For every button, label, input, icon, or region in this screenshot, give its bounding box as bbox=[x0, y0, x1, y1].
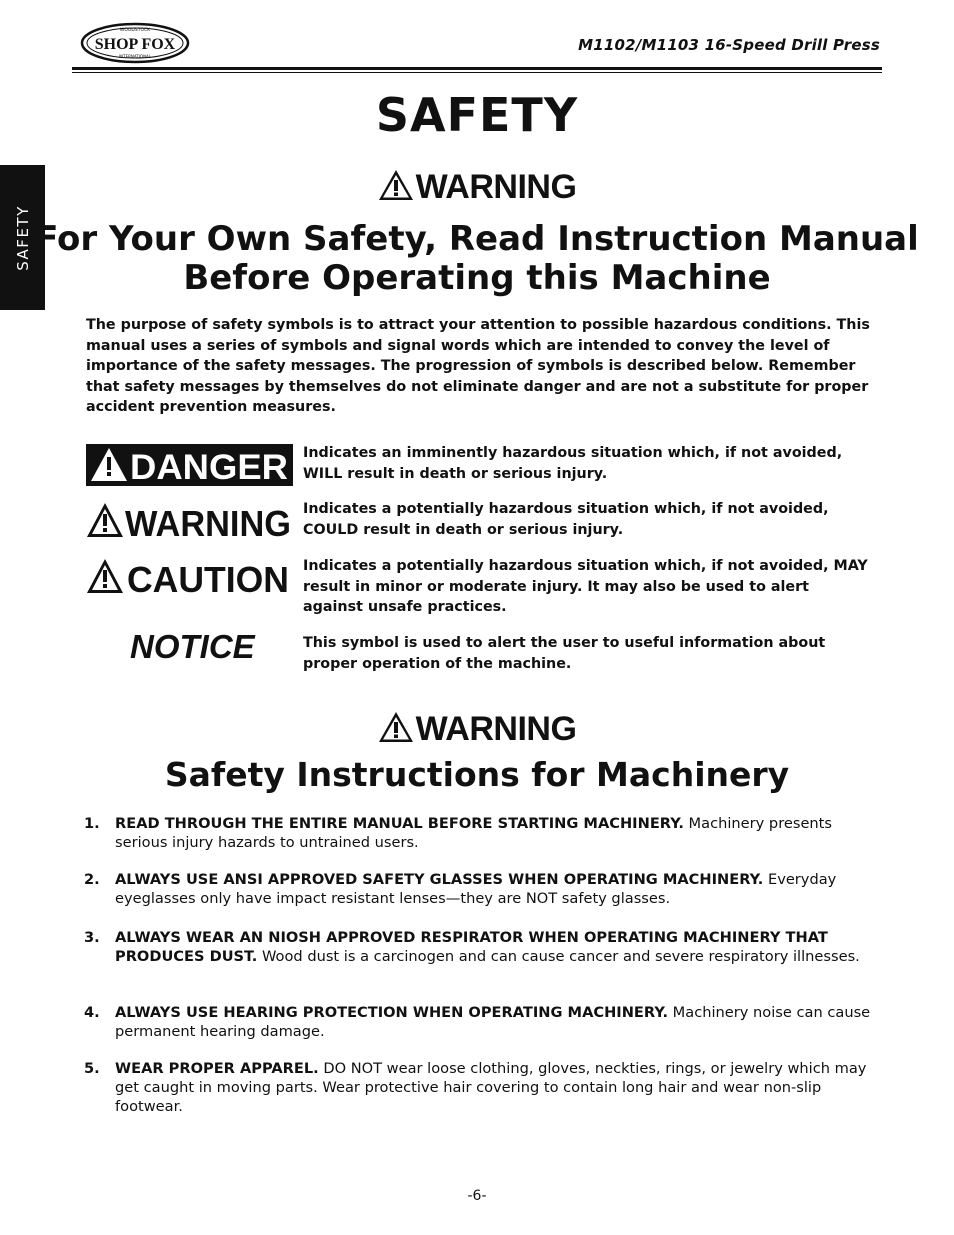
warning-triangle-icon bbox=[378, 169, 414, 201]
warning-label: WARNING bbox=[125, 503, 291, 542]
warning-heading-top bbox=[0, 168, 954, 207]
side-tab-label: SAFETY bbox=[13, 204, 32, 271]
list-item-text: Machinery presents serious injury hazards to untrained users. bbox=[115, 815, 833, 851]
caution-label: CAUTION bbox=[127, 559, 289, 598]
danger-symbol bbox=[86, 444, 293, 486]
shop-fox-logo bbox=[80, 22, 190, 64]
list-item-heading: WEAR PROPER APPAREL. bbox=[115, 1060, 319, 1077]
caution-symbol bbox=[86, 556, 293, 598]
logo-text: SHOP FOX bbox=[94, 36, 176, 53]
read-manual-title bbox=[0, 220, 954, 298]
list-item-text: DO NOT wear loose clothing, gloves, neckties, rings, or jewelry which may get caught in moving parts. Wear protective hair covering to contain long hair and wear non-slip footwear. bbox=[115, 1060, 867, 1115]
list-item-number: 4. bbox=[84, 1004, 100, 1021]
warning-description: Indicates a potentially hazardous situation which, if not avoided, COULD result in death or serious injury. bbox=[303, 501, 829, 538]
list-item bbox=[84, 928, 874, 966]
instructions-title: Safety Instructions for Machinery bbox=[164, 755, 790, 794]
list-item-heading: ALWAYS USE ANSI APPROVED SAFETY GLASSES WHEN OPERATING MACHINERY. bbox=[115, 871, 764, 888]
notice-description: This symbol is used to alert the user to useful information about proper operation of the machine. bbox=[303, 635, 826, 672]
danger-description: Indicates an imminently hazardous situation which, if not avoided, WILL result in death or serious injury. bbox=[303, 445, 843, 482]
warning-symbol bbox=[86, 500, 293, 542]
list-item bbox=[84, 1003, 874, 1041]
intro-paragraph: The purpose of safety symbols is to attract your attention to possible hazardous conditions. This manual uses a series of symbols and signal words which are intended to convey the level of importance of the safety messages. The progression of symbols is described below. Remember that safety messages by themselves do not eliminate danger and are not a substitute for proper accident prevention measures. bbox=[86, 317, 870, 416]
read-manual-title-line2: Before Operating this Machine bbox=[183, 258, 771, 298]
notice-label: NOTICE bbox=[130, 628, 255, 665]
caution-description: Indicates a potentially hazardous situation which, if not avoided, MAY result in minor or moderate injury. It may also be used to alert against unsafe practices. bbox=[303, 558, 868, 615]
danger-label: DANGER bbox=[130, 448, 288, 486]
list-item-number: 3. bbox=[84, 929, 100, 946]
warning-heading-bottom bbox=[0, 710, 954, 749]
list-item bbox=[84, 1059, 874, 1116]
list-item-number: 1. bbox=[84, 815, 100, 832]
warning-heading-label: WARNING bbox=[415, 710, 577, 748]
warning-heading-label: WARNING bbox=[415, 168, 577, 206]
list-item-text: Wood dust is a carcinogen and can cause cancer and severe respiratory illnesses. bbox=[257, 948, 860, 965]
list-item bbox=[84, 870, 874, 908]
list-item-text: Everyday eyeglasses only have impact resistant lenses—they are NOT safety glasses. bbox=[115, 871, 837, 907]
logo-arc-top: WOODSTOCK bbox=[119, 28, 151, 33]
read-manual-title-line1: For Your Own Safety, Read Instruction Manual bbox=[35, 219, 919, 259]
list-item-number: 2. bbox=[84, 871, 100, 888]
list-item-text: Machinery noise can cause permanent hearing damage. bbox=[115, 1004, 871, 1040]
header-rule-thin bbox=[72, 72, 882, 73]
list-item-heading: ALWAYS WEAR AN NIOSH APPROVED RESPIRATOR WHEN OPERATING MACHINERY THAT PRODUCES DUST. bbox=[115, 929, 828, 965]
page-number: -6- bbox=[467, 1188, 487, 1204]
list-item bbox=[84, 814, 874, 852]
warning-triangle-icon bbox=[378, 711, 414, 743]
header-rule-thick bbox=[72, 67, 882, 70]
model-title: M1102/M1103 16-Speed Drill Press bbox=[578, 36, 880, 54]
logo-arc-bottom: INTERNATIONAL bbox=[118, 54, 152, 59]
list-item-heading: ALWAYS USE HEARING PROTECTION WHEN OPERATING MACHINERY. bbox=[115, 1004, 669, 1021]
list-item-heading: READ THROUGH THE ENTIRE MANUAL BEFORE STARTING MACHINERY. bbox=[115, 815, 684, 832]
list-item-number: 5. bbox=[84, 1060, 100, 1077]
page-title: SAFETY bbox=[375, 88, 579, 142]
